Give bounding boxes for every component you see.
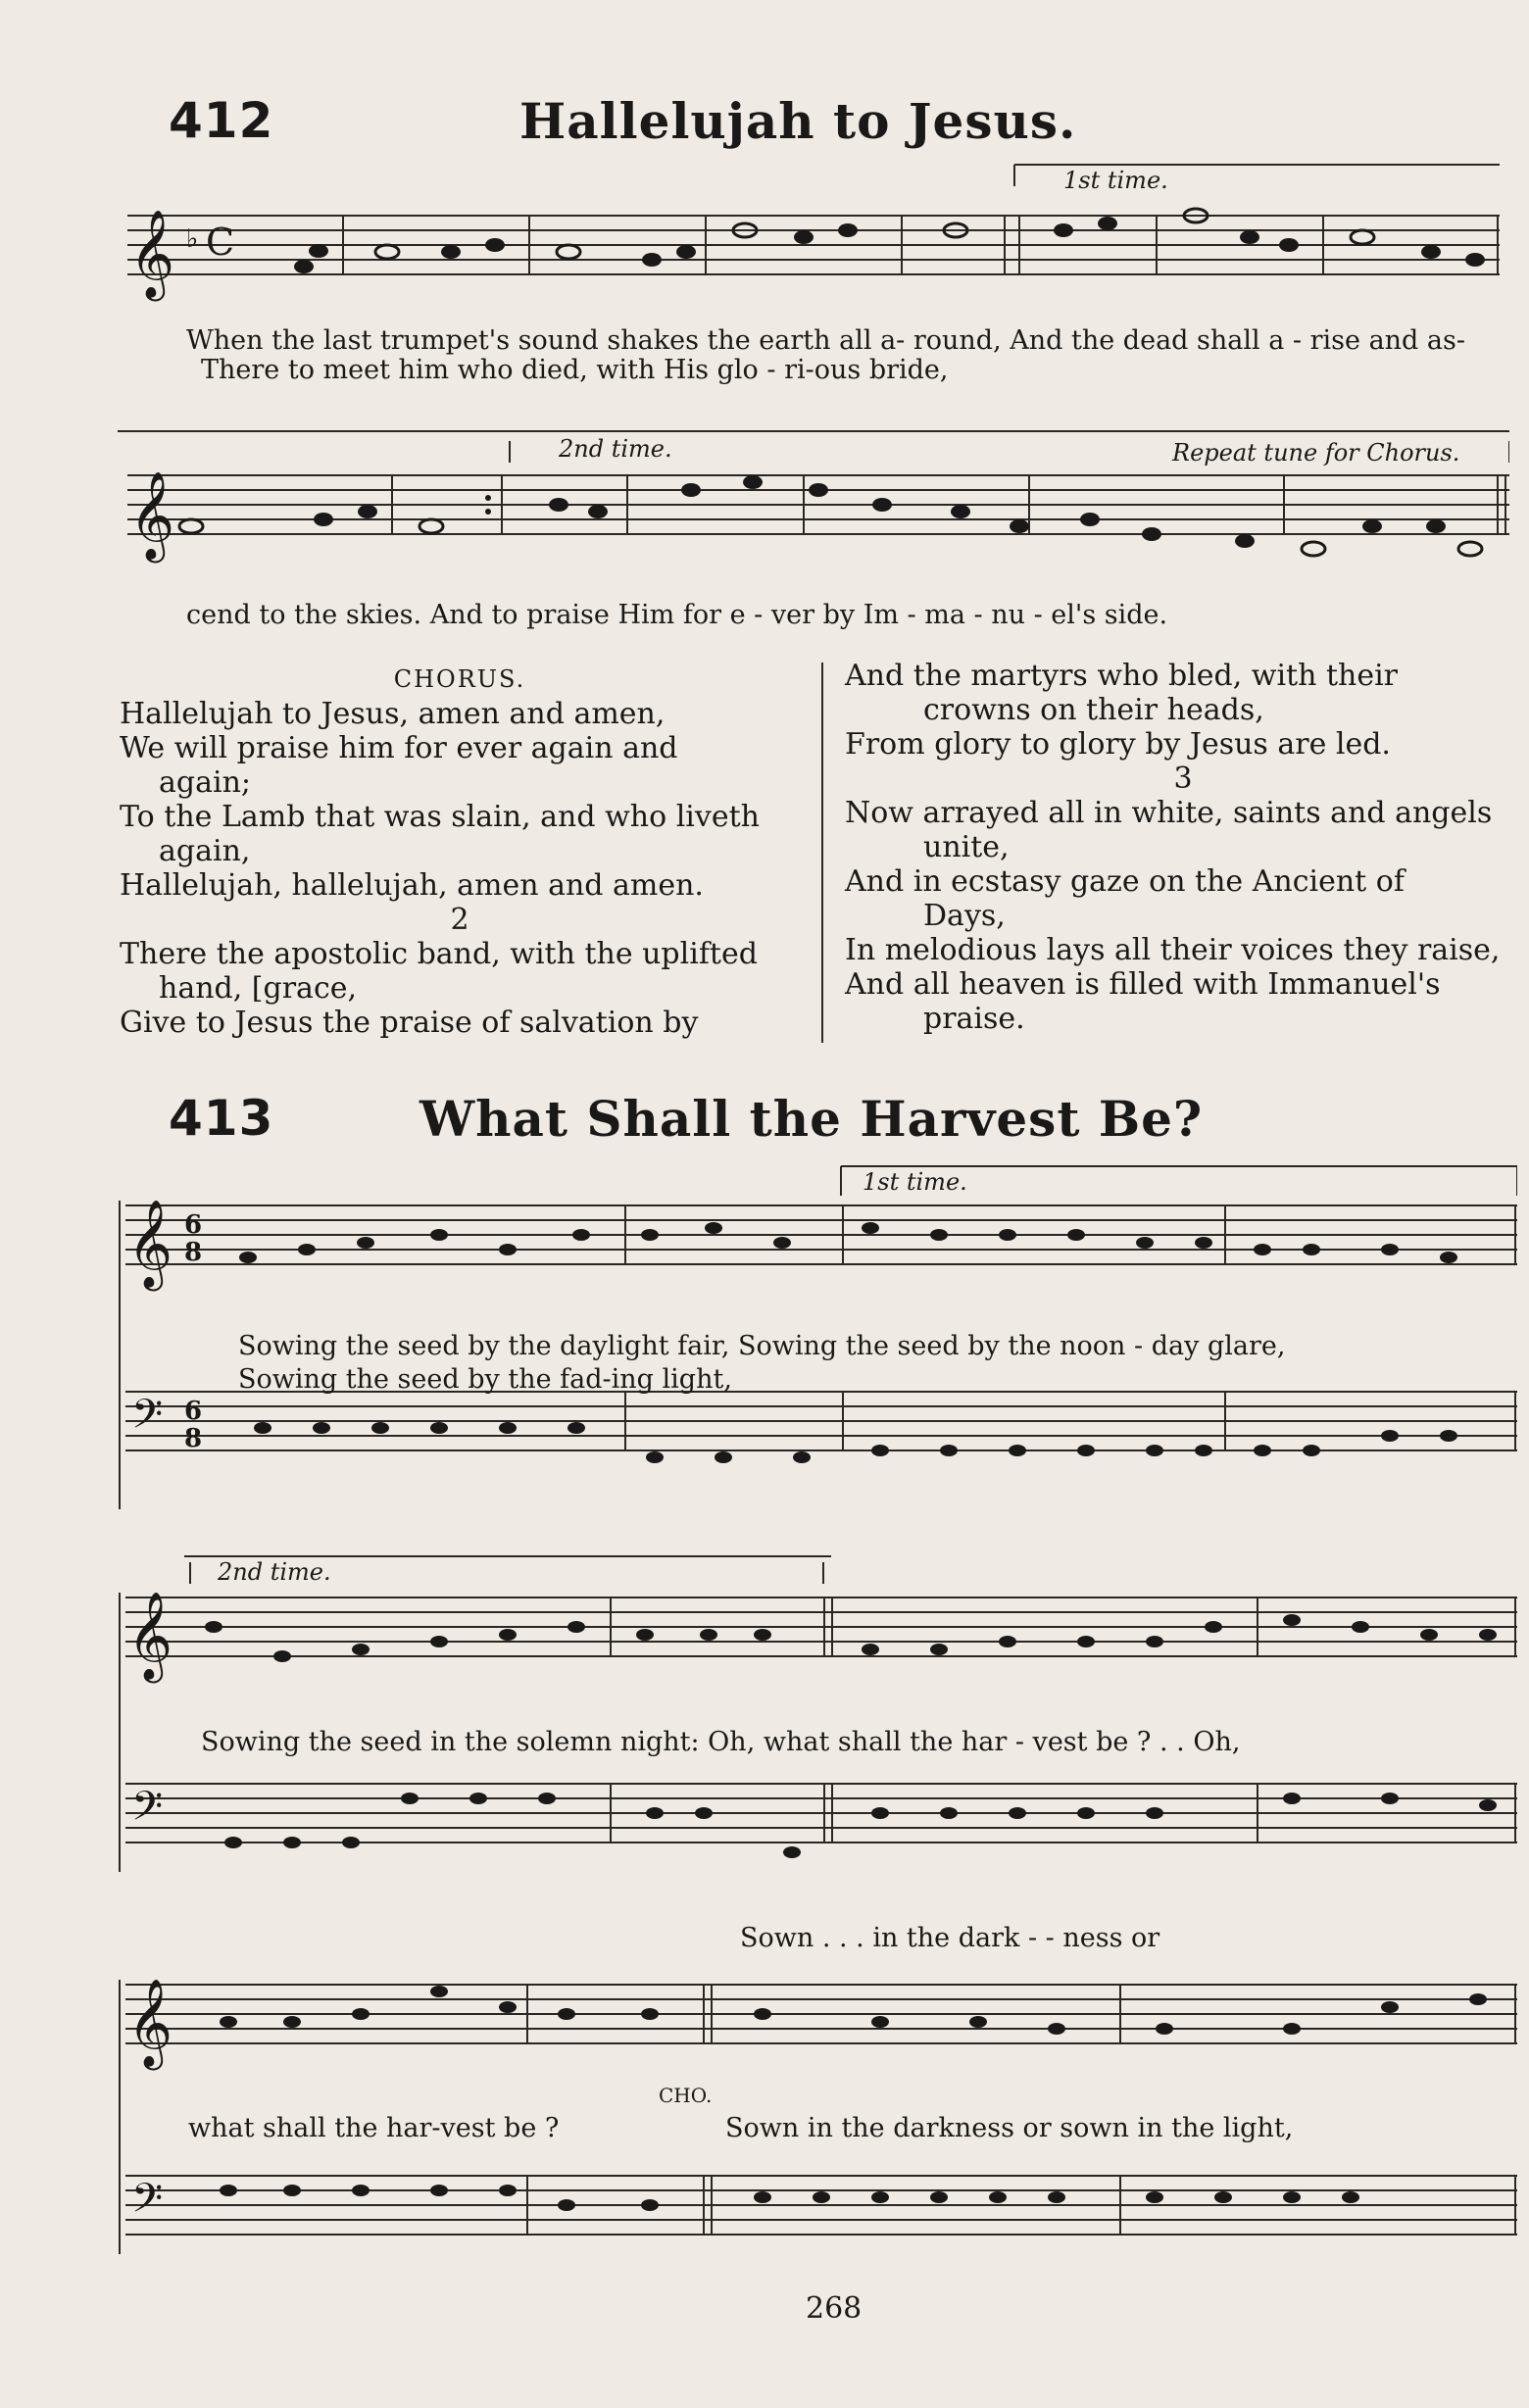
page-number: 268	[806, 2291, 863, 2326]
verse-line: We will praise him for ever again and	[120, 731, 678, 765]
lyric-line: what shall the har-vest be ?	[188, 2113, 560, 2143]
verse-line: There the apostolic band, with the uplifted	[120, 937, 758, 971]
verse-line: Hallelujah, hallelujah, amen and amen.	[120, 868, 704, 903]
verse-line: And the martyrs who bled, with their	[845, 659, 1399, 693]
svg-text:C: C	[206, 221, 235, 264]
svg-text:8: 8	[184, 1424, 203, 1453]
verse-line: From glory to glory by Jesus are led.	[845, 727, 1391, 762]
lyric-line: Sown in the darkness or sown in the light,	[725, 2113, 1294, 2143]
verse-column-right	[845, 659, 1521, 1036]
volta-label: Repeat tune for Chorus.	[1172, 439, 1460, 467]
svg-text:𝄞: 𝄞	[127, 1592, 173, 1680]
verse-line: And in ecstasy gaze on the Ancient of	[845, 864, 1405, 899]
verse-line: Give to Jesus the praise of salvation by	[120, 1006, 699, 1040]
verse-column-left	[120, 663, 800, 1040]
hymn-number: 412	[169, 92, 274, 149]
svg-text:𝄢: 𝄢	[131, 1783, 164, 1840]
volta-label: 2nd time.	[559, 435, 672, 463]
hymn-title: Hallelujah to Jesus.	[519, 92, 1077, 150]
verse-line: In melodious lays all their voices they raise,	[845, 933, 1501, 967]
verse-line: To the Lamb that was slain, and who liveth	[120, 800, 760, 834]
svg-text:𝄞: 𝄞	[127, 1200, 173, 1288]
verse-line: again;	[159, 765, 251, 800]
music-staff-system	[118, 157, 1509, 343]
svg-text:♭: ♭	[186, 224, 199, 254]
verse-line: crowns on their heads,	[923, 693, 1264, 727]
volta-label: 1st time.	[863, 1168, 967, 1196]
svg-text:𝄞: 𝄞	[127, 1979, 173, 2067]
svg-text:𝄢: 𝄢	[131, 1391, 164, 1448]
svg-text:6: 6	[184, 1397, 203, 1426]
hymn-number: 413	[169, 1090, 274, 1147]
verse-line: Hallelujah to Jesus, amen and amen,	[120, 697, 666, 731]
music-staff-system	[116, 1548, 1517, 1872]
music-staff-system	[116, 1950, 1517, 2264]
chorus-heading: CHORUS.	[393, 665, 526, 693]
svg-text:𝄞: 𝄞	[129, 471, 175, 560]
volta-label: 2nd time.	[218, 1558, 331, 1586]
verse-number: 3	[1173, 762, 1193, 796]
verse-line: Days,	[923, 899, 1006, 933]
lyric-line: There to meet him who died, with His glo - ri-ous bride,	[201, 355, 949, 385]
verse-line: Now arrayed all in white, saints and angels	[845, 796, 1493, 830]
lyric-line: Sowing the seed by the fad-ing light,	[238, 1364, 732, 1395]
verse-line: praise.	[923, 1002, 1025, 1036]
lyric-line: Sowing the seed in the solemn night: Oh, what shall the har - vest be ? . . Oh,	[201, 1727, 1241, 1757]
verse-line: again,	[159, 834, 251, 868]
lyric-line: cend to the skies. And to praise Him for e - ver by Im - ma - nu - el's side.	[186, 600, 1168, 630]
svg-text:𝄢: 𝄢	[131, 2175, 164, 2232]
lyric-line: Sown . . . in the dark - - ness or	[740, 1923, 1160, 1953]
volta-label: 1st time.	[1063, 167, 1168, 194]
verse-number: 2	[450, 903, 469, 937]
verse-line: unite,	[923, 830, 1010, 864]
svg-text:𝄞: 𝄞	[129, 210, 175, 298]
lyric-line: Sowing the seed by the daylight fair, Sowing the seed by the noon - day glare,	[238, 1331, 1286, 1361]
verse-line: And all heaven is filled with Immanuel's	[845, 967, 1441, 1002]
svg-text:6: 6	[184, 1210, 203, 1240]
verse-line: hand, [grace,	[159, 971, 358, 1006]
column-divider	[821, 663, 823, 1043]
chorus-marker: CHO.	[659, 2084, 713, 2107]
hymn-title: What Shall the Harvest Be?	[419, 1090, 1204, 1148]
svg-text:8: 8	[184, 1238, 203, 1267]
lyric-line: When the last trumpet's sound shakes the earth all a- round, And the dead shall a - rise and as-	[186, 325, 1466, 356]
